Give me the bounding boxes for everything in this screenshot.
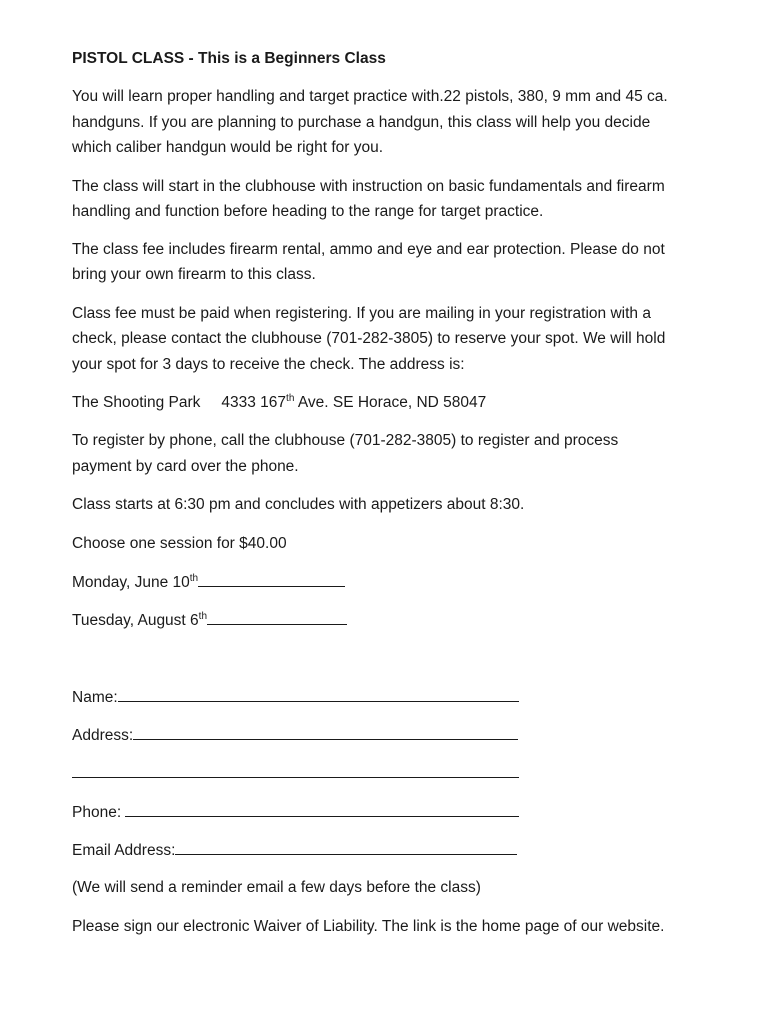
email-field[interactable] <box>175 840 517 855</box>
clubhouse-paragraph-line-2: handling and function before heading to the range for target practice. <box>72 203 544 220</box>
phone-label: Phone: <box>72 804 126 821</box>
intro-paragraph-line-1: You will learn proper handling and target practice with.22 pistols, 380, 9 mm and 45 ca. <box>72 88 668 105</box>
payment-paragraph-line-3: your spot for 3 days to receive the check. The address is: <box>72 356 465 373</box>
street-rest: Ave. SE Horace, ND 58047 <box>294 394 487 411</box>
street-number: 4333 167 <box>221 394 287 411</box>
fee-paragraph-line-1: The class fee includes firearm rental, ammo and eye and ear protection. Please do not <box>72 241 665 258</box>
address-field-row-2 <box>72 763 519 784</box>
name-field[interactable] <box>118 687 519 702</box>
session-suffix: th <box>189 573 199 584</box>
session-monday-blank[interactable] <box>198 572 345 587</box>
email-field-row <box>72 840 517 861</box>
address-field-row <box>72 725 518 746</box>
phone-registration-line-1: To register by phone, call the clubhouse (701-282-3805) to register and process <box>72 432 619 449</box>
fee-paragraph-line-2: bring your own firearm to this class. <box>72 266 316 283</box>
phone-field-row <box>72 802 519 823</box>
session-option-monday <box>72 572 345 593</box>
payment-paragraph-line-1: Class fee must be paid when registering. If you are mailing in your registration with a <box>72 305 651 322</box>
session-choice: Choose one session for $40.00 <box>72 535 287 552</box>
waiver-note: Please sign our electronic Waiver of Liability. The link is the home page of our website. <box>72 918 665 935</box>
session-option-tuesday <box>72 610 347 631</box>
clubhouse-paragraph-line-1: The class will start in the clubhouse with instruction on basic fundamentals and firearm <box>72 178 665 195</box>
session-suffix: th <box>198 611 208 622</box>
address-field-line-2[interactable] <box>72 763 519 778</box>
street-suffix: th <box>286 393 295 404</box>
mailing-address <box>72 393 486 413</box>
intro-paragraph-line-2: handguns. If you are planning to purchase a handgun, this class will help you decide <box>72 114 651 131</box>
reminder-note: (We will send a reminder email a few days before the class) <box>72 879 481 896</box>
session-label: Monday, June 10 <box>72 574 190 591</box>
session-tuesday-blank[interactable] <box>207 610 347 625</box>
venue-name: The Shooting Park <box>72 394 201 411</box>
document-title: PISTOL CLASS - This is a Beginners Class <box>72 50 386 67</box>
phone-field[interactable] <box>125 802 519 817</box>
address-field[interactable] <box>133 725 518 740</box>
name-label: Name: <box>72 689 118 706</box>
phone-registration-line-2: payment by card over the phone. <box>72 458 299 475</box>
class-time: Class starts at 6:30 pm and concludes with appetizers about 8:30. <box>72 496 525 513</box>
address-label: Address: <box>72 727 134 744</box>
email-label: Email Address: <box>72 842 176 859</box>
payment-paragraph-line-2: check, please contact the clubhouse (701-282-3805) to reserve your spot. We will hold <box>72 330 666 347</box>
session-label: Tuesday, August 6 <box>72 612 199 629</box>
name-field-row <box>72 687 519 708</box>
intro-paragraph-line-3: which caliber handgun would be right for you. <box>72 139 384 156</box>
